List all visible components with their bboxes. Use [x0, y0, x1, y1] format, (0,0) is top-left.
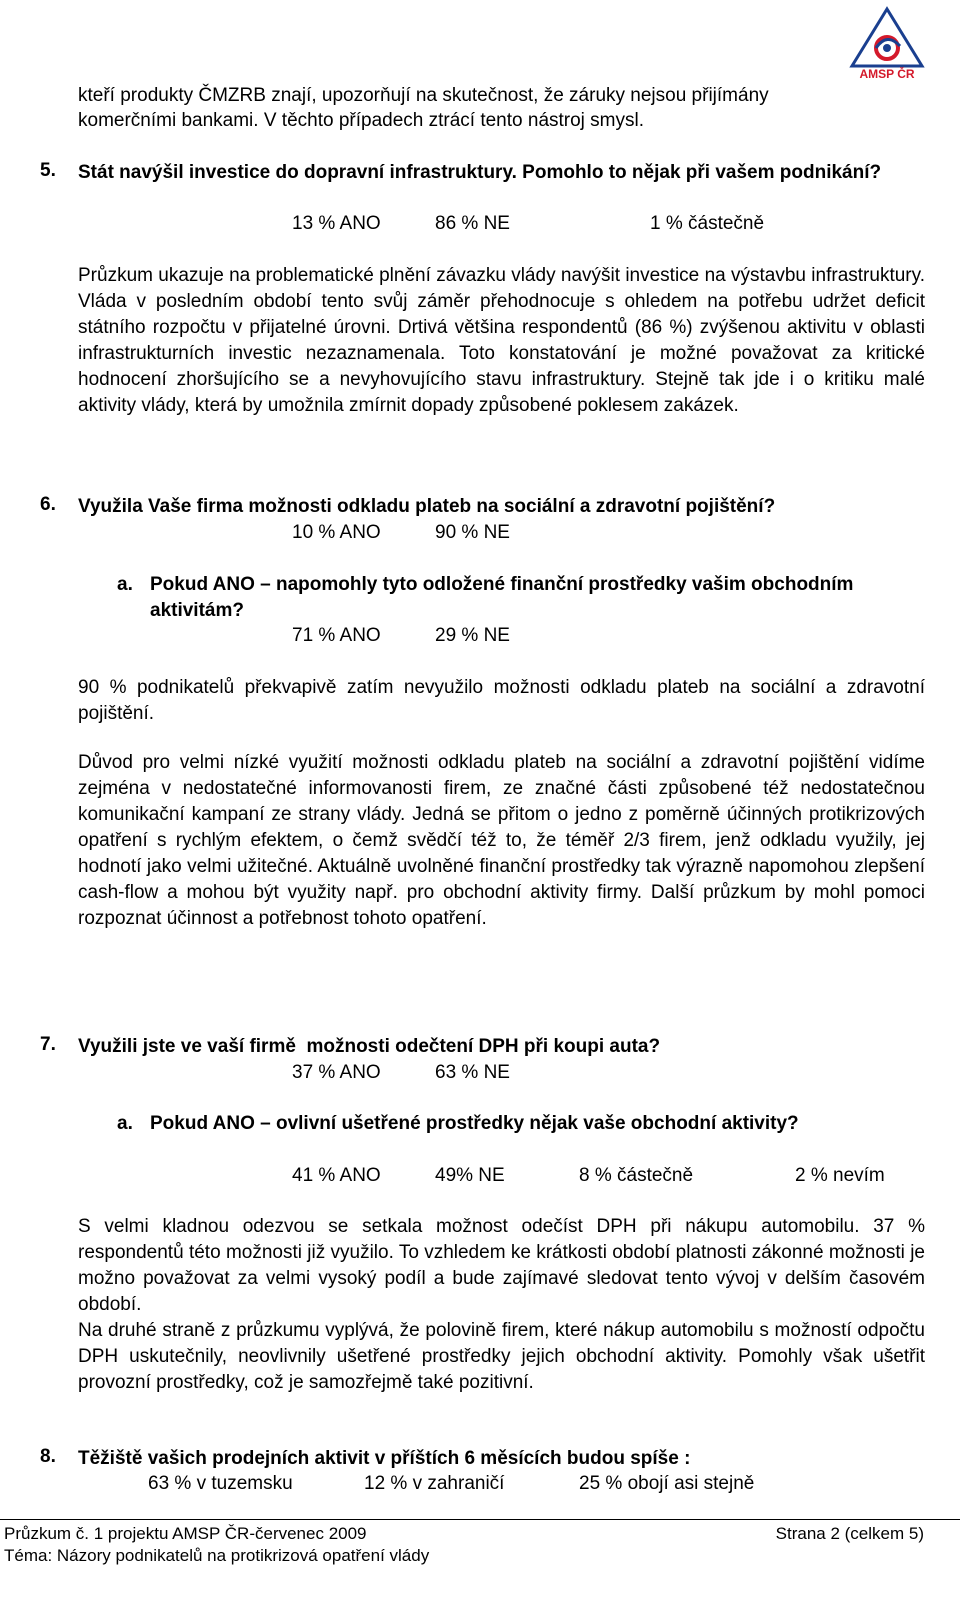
q8-answer-both: 25 % obojí asi stejně [579, 1473, 755, 1494]
q7-sub-answer-no: 49% NE [435, 1165, 505, 1186]
q5-comment: Průzkum ukazuje na problematické plnění závazku vlády navýšit investice na výstavbu infrastruktury. Vláda v posledním období tento svůj záměr přehodnocuje s ohledem na potřebu udržet deficit státního rozpočtu v přijatelné úrovni. Drtivá většina respondentů (86 %) zvýšenou aktivitu v oblasti infrastrukturních investic nezaznamenala. Toto konstatování je možné považovat za kritické hodnocení zhoršujícího se a nevyhovujícího stavu infrastruktury. Stejně tak jde i o kritiku malé aktivity vlády, která by umožnila zmírnit dopady způsobené poklesem zakázek. [78, 265, 925, 416]
q6-answer-yes: 10 % ANO [292, 522, 381, 543]
q6-comment-1: 90 % podnikatelů překvapivě zatím nevyužilo možnosti odkladu plateb na sociální a zdravotní pojištění. [78, 677, 925, 724]
amsp-logo [848, 6, 926, 80]
q8-answer-abroad: 12 % v zahraničí [364, 1473, 505, 1494]
q7-answer-yes: 37 % ANO [292, 1062, 381, 1083]
question-5-text: Stát navýšil investice do dopravní infrastruktury. Pomohlo to nějak při vašem podnikání? [78, 162, 882, 183]
q7-sub-answer-yes: 41 % ANO [292, 1165, 381, 1186]
q8-answer-domestic: 63 % v tuzemsku [148, 1473, 293, 1494]
q7-comment-2: Na druhé straně z průzkumu vyplývá, že polovině firem, které nákup automobilu s možností odpočtu DPH uskutečnily, neovlivnily ušetřené prostředky jejich obchodní aktivity. Pomohly však ušetřit provozní prostředky, což je samozřejmě také pozitivní. [78, 1320, 925, 1393]
q7-answer-no: 63 % NE [435, 1062, 510, 1083]
q7-sub-question: Pokud ANO – ovlivní ušetřené prostředky nějak vaše obchodní aktivity? [150, 1113, 799, 1134]
question-7-number: 7. [40, 1034, 56, 1055]
q6-comment-2: Důvod pro velmi nízké využití možnosti odkladu plateb na sociální a zdravotní pojištění vidíme zejména v nedostatečné informovanosti firem, ze značné části způsobené též nedostatečnou komunikační kampaní ze strany vlády. Jedná se přitom o jedno z poměrně účinných protikrizových opatření s rychlým efektem, o čemž svědčí též to, že téměř 2/3 firem, jenž odkladu využily, jej hodnotí jako velmi užitečné. Aktuálně uvolněné finanční prostředky tak výrazně napomohou zlepšení cash-flow a mohou být využity např. pro obchodní aktivity firmy. Další průzkum by mohl pomoci rozpoznat účinnost a potřebnost tohoto opatření. [78, 752, 925, 929]
footer-page-number: Strana 2 (celkem 5) [775, 1524, 924, 1543]
intro-line-2: komerčními bankami. V těchto případech ztrácí tento nástroj smysl. [78, 110, 645, 131]
q5-answer-partial: 1 % částečně [650, 213, 765, 234]
q6-answer-no: 90 % NE [435, 522, 510, 543]
question-7-text: Využili jste ve vaší firmě možnosti odečtení DPH při koupi auta? [78, 1036, 661, 1057]
intro-line-1: kteří produkty ČMZRB znají, upozorňují na skutečnost, že záruky nejsou přijímány [78, 85, 769, 106]
footer-divider [0, 1519, 960, 1520]
footer-topic: Téma: Názory podnikatelů na protikrizová opatření vlády [4, 1546, 430, 1565]
q6-sub-question: Pokud ANO – napomohly tyto odložené finanční prostředky vašim obchodním aktivitám? [150, 574, 854, 621]
question-6-number: 6. [40, 494, 56, 515]
q7-sub-answer-dont-know: 2 % nevím [795, 1165, 885, 1186]
q5-answer-no: 86 % NE [435, 213, 510, 234]
q5-answer-yes: 13 % ANO [292, 213, 381, 234]
amsp-logo-icon [848, 6, 926, 80]
footer-survey-info: Průzkum č. 1 projektu AMSP ČR-červenec 2009 [4, 1524, 367, 1543]
question-8-text: Těžiště vašich prodejních aktivit v příštích 6 měsících budou spíše : [78, 1448, 691, 1469]
svg-text:AMSP ČR: AMSP ČR [859, 67, 915, 80]
question-8-number: 8. [40, 1446, 56, 1467]
question-6-text: Využila Vaše firma možnosti odkladu plateb na sociální a zdravotní pojištění? [78, 496, 776, 517]
q7-comment-1: S velmi kladnou odezvou se setkala možnost odečíst DPH při nákupu automobilu. 37 % respondentů této možnosti již využilo. To vzhledem ke krátkosti období platnosti zákonné možnosti je možno považovat za velmi vysoký podíl a bude zajímavé sledovat tento vývoj v delším časovém období. [78, 1216, 925, 1315]
q6-sub-answer-no: 29 % NE [435, 625, 510, 646]
q7-sub-answer-partial: 8 % částečně [579, 1165, 694, 1186]
q6-sub-answer-yes: 71 % ANO [292, 625, 381, 646]
question-5-number: 5. [40, 160, 56, 181]
q6-sub-letter: a. [117, 574, 133, 595]
q7-sub-letter: a. [117, 1113, 133, 1134]
